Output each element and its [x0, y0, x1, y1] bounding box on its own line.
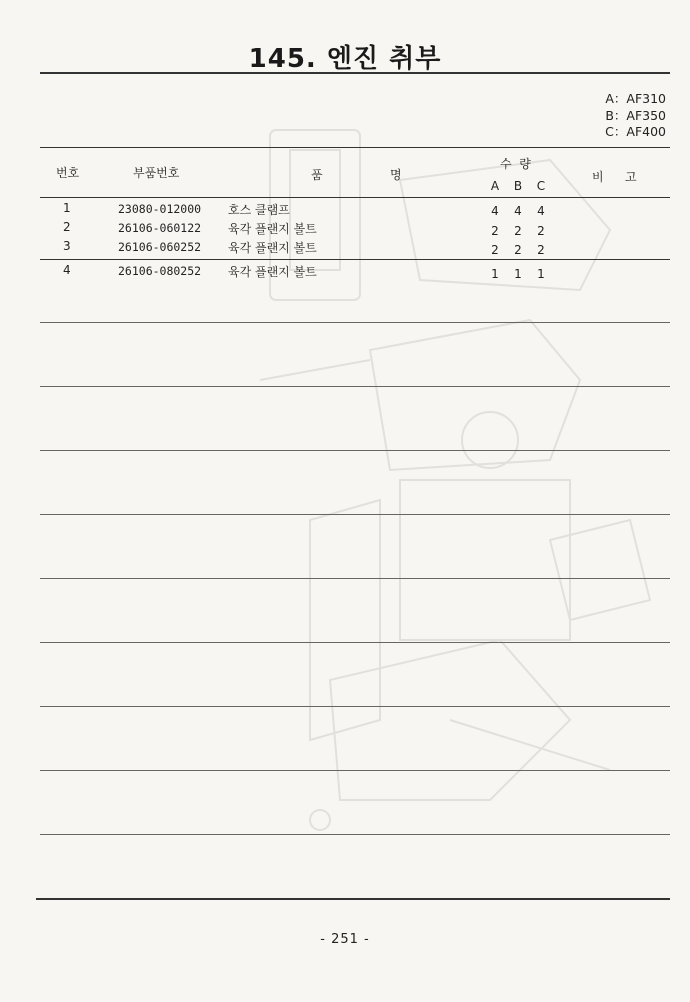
row-part-no: 26106-060252 — [118, 240, 202, 254]
header-part-no: 부품번호 — [133, 166, 180, 180]
row-part-no: 23080-012000 — [118, 202, 202, 216]
row-qty-b: 1 — [514, 267, 522, 281]
ruled-line — [40, 642, 670, 643]
row-name: 육각 플랜지 볼트 — [228, 241, 317, 255]
header-remarks-1: 비 — [592, 170, 604, 184]
row-no: 3 — [63, 239, 71, 253]
header-no: 번호 — [56, 166, 80, 180]
row-qty-a: 1 — [491, 267, 499, 281]
model-legend — [605, 91, 666, 141]
row-qty-b: 4 — [514, 204, 522, 218]
header-qty: 수 량 — [500, 157, 531, 171]
row-no: 2 — [63, 220, 71, 234]
table-bottom-rule — [36, 898, 670, 900]
row-no: 1 — [63, 201, 71, 215]
row-separator — [40, 259, 670, 260]
row-qty-c: 4 — [537, 204, 545, 218]
row-no: 4 — [63, 263, 71, 277]
header-qty-b: B — [513, 179, 523, 193]
row-qty-a: 2 — [491, 224, 499, 238]
row-qty-b: 2 — [514, 243, 522, 257]
table-top-rule — [40, 147, 670, 148]
header-name-2: 명 — [390, 168, 402, 182]
ruled-line — [40, 770, 670, 771]
page-number: - 251 - — [320, 932, 370, 947]
row-name: 육각 플랜지 볼트 — [228, 222, 317, 236]
row-qty-b: 2 — [514, 224, 522, 238]
ruled-line — [40, 514, 670, 515]
row-qty-a: 2 — [491, 243, 499, 257]
row-name: 육각 플랜지 볼트 — [228, 265, 317, 279]
ruled-line — [40, 450, 670, 451]
ruled-line — [40, 706, 670, 707]
row-name: 호스 클램프 — [228, 203, 290, 217]
ruled-line — [40, 578, 670, 579]
row-qty-c: 1 — [537, 267, 545, 281]
row-part-no: 26106-080252 — [118, 264, 202, 278]
row-qty-c: 2 — [537, 243, 545, 257]
ruled-line — [40, 834, 670, 835]
ruled-line — [40, 322, 670, 323]
header-bottom-rule — [40, 197, 670, 198]
row-qty-c: 2 — [537, 224, 545, 238]
title-underline — [40, 72, 670, 74]
ruled-line — [40, 386, 670, 387]
model-c: C：AF400 — [605, 124, 666, 139]
header-qty-c: C — [536, 179, 546, 193]
model-a: A：AF310 — [605, 91, 666, 106]
row-part-no: 26106-060122 — [118, 221, 202, 235]
model-b: B：AF350 — [605, 107, 666, 123]
header-name-1: 품 — [311, 168, 323, 182]
header-remarks-2: 고 — [625, 170, 637, 184]
header-qty-a: A — [490, 179, 500, 193]
page-title: 145. 엔진 취부 — [248, 44, 442, 74]
row-qty-a: 4 — [491, 204, 499, 218]
